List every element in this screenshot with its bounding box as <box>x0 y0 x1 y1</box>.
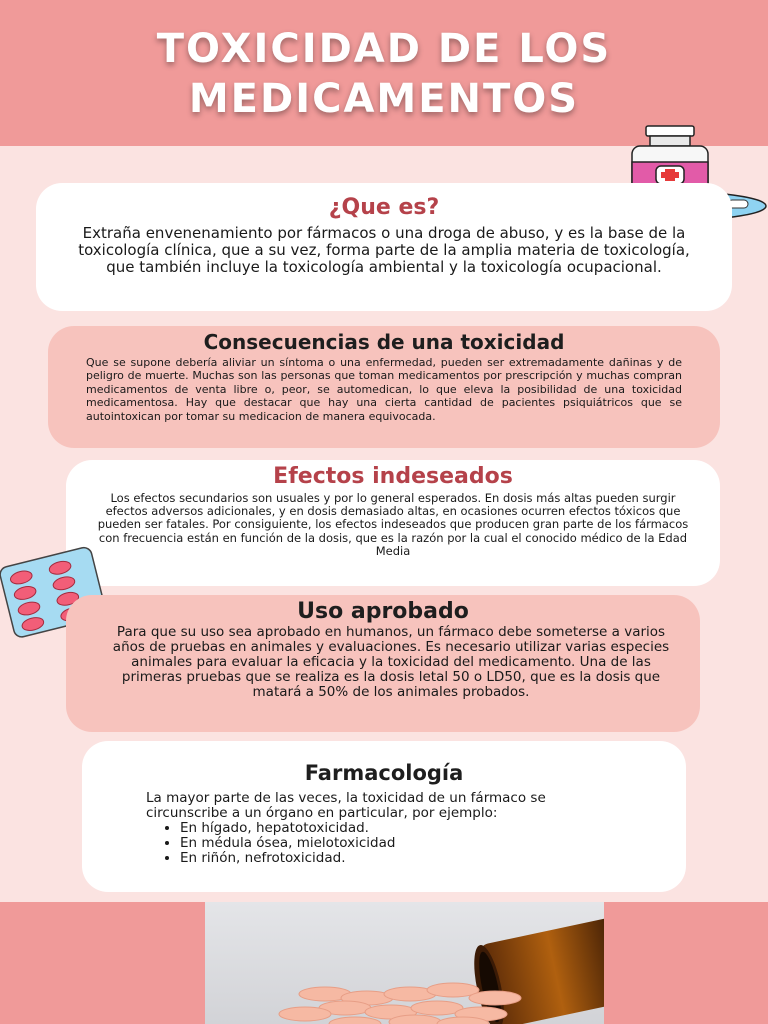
consecuencias-text: Que se supone debería aliviar un síntoma o una enfermedad, pueden ser extremadamente dañinas y de peligro de muerte. Muchas son las personas que toman medicamentos por prescripción y muchas compran medicamentos de venta libre o, peor, se automedican, lo que eleva la posibilidad de una toxicidad medicamentosa. Hay que destacar que hay una cierta cantidad de pacientes psiquiátricos que se autointoxican por tomar su medicacion de manera equivocada. <box>86 356 682 423</box>
uso-text: Para que su uso sea aprobado en humanos, un fármaco debe someterse a varios años de pruebas en animales y evaluaciones. Es necesario utilizar varias especies animales para evaluar la eficacia y la toxicidad del medicamento. Una de las primeras pruebas que se realiza es la dosis letal 50 o LD50, que es la dosis que matará a 50% de los animales probados. <box>112 624 670 700</box>
uso-heading: Uso aprobado <box>297 599 469 624</box>
card-farmacologia <box>82 741 686 892</box>
pills-bottle-photo <box>205 902 604 1024</box>
card-efectos <box>66 460 720 586</box>
card-consecuencias <box>48 326 720 448</box>
que-es-heading: ¿Que es? <box>328 195 440 220</box>
farmacologia-heading: Farmacología <box>304 761 464 785</box>
farmacologia-text: La mayor parte de las veces, la toxicidad de un fármaco se circunscribe a un órgano en particular, por ejemplo: <box>146 790 546 821</box>
que-es-text: Extraña envenenamiento por fármacos o una droga de abuso, y es la base de la toxicología clínica, que a su vez, forma parte de la amplia materia de toxicología, que también incluye la toxicología ambiental y la toxicología ocupacional. <box>78 224 690 276</box>
efectos-text: Los efectos secundarios son usuales y por lo general esperados. En dosis más altas pueden surgir efectos adversos adicionales, y en dosis demasiado altas, en ocasiones ocurren efectos tóxicos que pueden ser fatales. Por consiguiente, los efectos indeseados que producen gran parte de los fármacos con frecuencia están en función de la dosis, que es la razón por la cual el conocido médico de la Edad Media <box>97 491 689 558</box>
organ-list <box>146 821 616 866</box>
list-item: • En médula ósea, mielotoxicidad <box>180 836 616 851</box>
page-title: TOXICIDAD DE LOS MEDICAMENTOS <box>156 26 612 122</box>
list-item: • En riñón, nefrotoxicidad. <box>180 851 616 866</box>
card-uso-aprobado <box>66 595 700 732</box>
efectos-heading: Efectos indeseados <box>273 464 513 489</box>
card-que-es <box>36 183 732 311</box>
list-item: • En hígado, hepatotoxicidad. <box>180 821 616 836</box>
consecuencias-heading: Consecuencias de una toxicidad <box>203 330 565 354</box>
